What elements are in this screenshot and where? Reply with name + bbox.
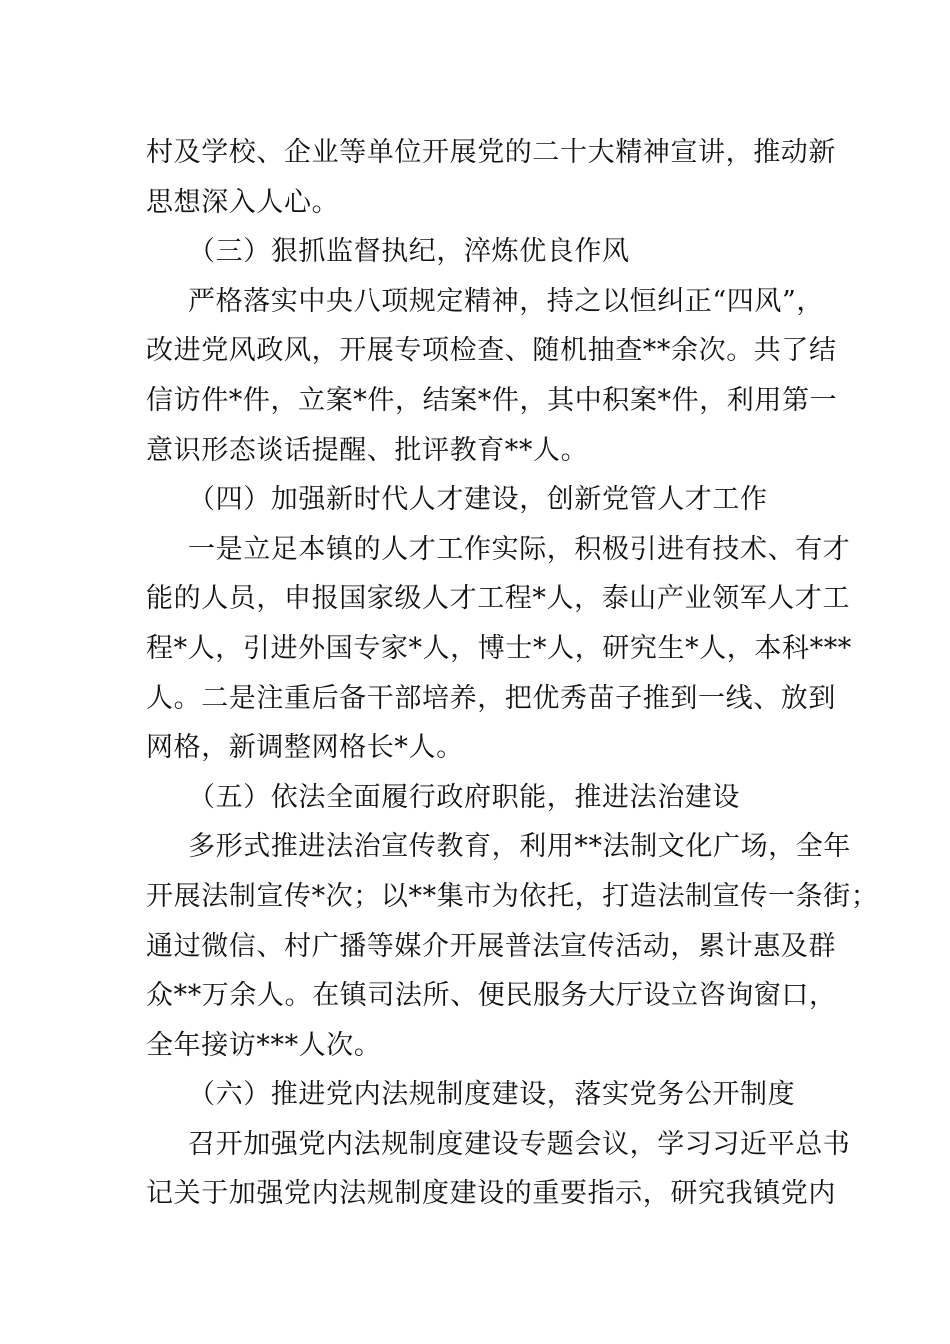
body-text-line: 改进党风政风，开展专项检查、随机抽查**余次。共了结 <box>146 335 837 367</box>
body-text-line: 众**万余人。在镇司法所、便民服务大厅设立咨询窗口， <box>146 980 837 1012</box>
section-heading-3: （三）狠抓监督执纪，淬炼优良作风 <box>188 236 630 268</box>
body-text-line: 全年接访***人次。 <box>146 1029 382 1061</box>
body-text-line: 程*人，引进外国专家*人，博士*人，研究生*人，本科*** <box>146 632 852 664</box>
body-text-line: 通过微信、村广播等媒介开展普法宣传活动，累计惠及群 <box>146 930 836 962</box>
document-body <box>146 128 879 1219</box>
body-text-line: 信访件*件，立案*件，结案*件，其中积案*件，利用第一 <box>146 384 838 416</box>
body-text-line: 意识形态谈话提醒、批评教育**人。 <box>146 434 589 466</box>
section-heading-6: （六）推进党内法规制度建设，落实党务公开制度 <box>188 1079 796 1111</box>
body-text-line: 能的人员，申报国家级人才工程*人，泰山产业领军人才工 <box>146 583 851 615</box>
body-text-line: 一是立足本镇的人才工作实际，积极引进有技术、有才 <box>188 533 851 565</box>
body-text-line: 召开加强党内法规制度建设专题会议，学习习近平总书 <box>188 1128 851 1160</box>
body-text-line: 记关于加强党内法规制度建设的重要指示，研究我镇党内 <box>146 1178 836 1210</box>
body-text-line: 开展法制宣传*次；以**集市为依托，打造法制宣传一条街； <box>146 880 879 912</box>
body-text-line: 人。二是注重后备干部培养，把优秀苗子推到一线、放到 <box>146 682 836 714</box>
body-text-line: 思想深入人心。 <box>146 186 340 218</box>
section-heading-4: （四）加强新时代人才建设，创新党管人才工作 <box>188 484 768 516</box>
body-text-line: 网格，新调整网格长*人。 <box>146 732 464 764</box>
body-text-line: 严格落实中央八项规定精神，持之以恒纠正“四风”， <box>188 285 825 317</box>
body-text-line: 村及学校、企业等单位开展党的二十大精神宣讲，推动新 <box>146 137 836 168</box>
body-text-line: 多形式推进法治宣传教育，利用**法制文化广场，全年 <box>188 831 851 863</box>
section-heading-5: （五）依法全面履行政府职能，推进法治建设 <box>188 781 740 813</box>
